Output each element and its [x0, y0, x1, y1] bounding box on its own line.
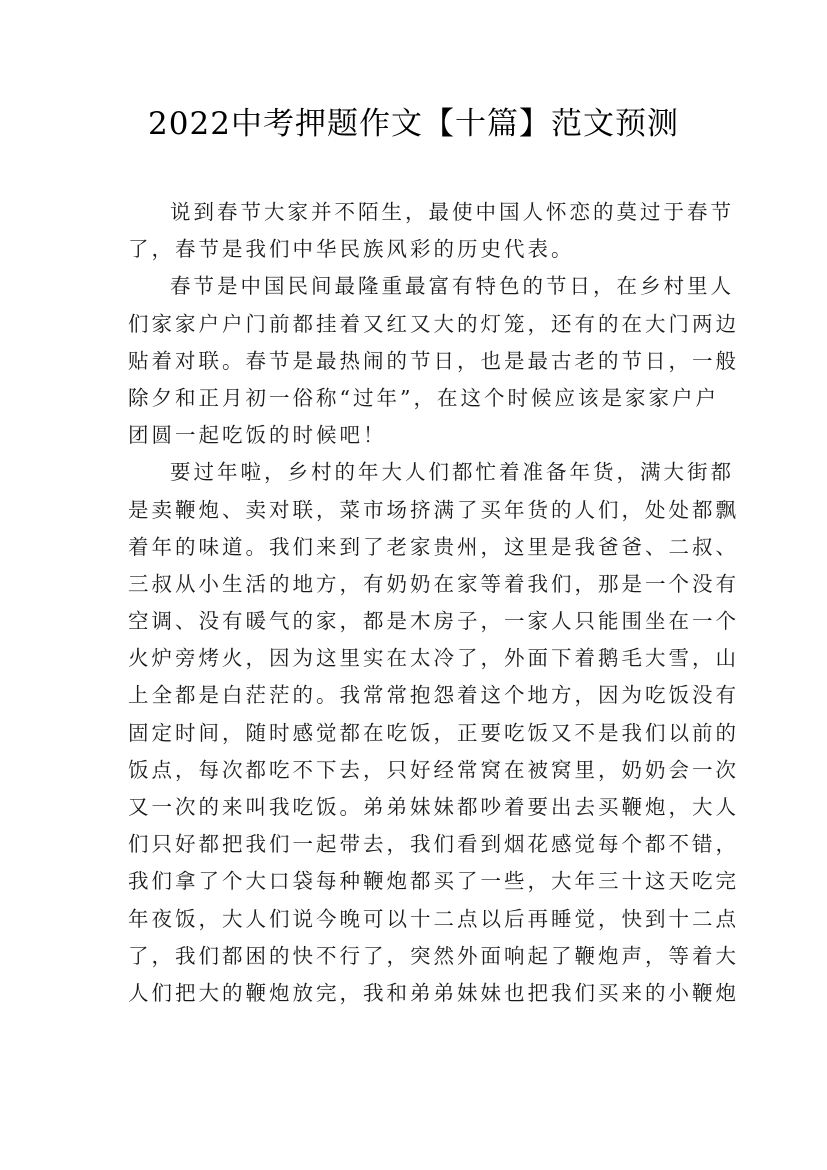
paragraph-3-line-15: 人们把大的鞭炮放完，我和弟弟妹妹也把我们买来的小鞭炮 — [128, 980, 739, 1005]
paragraph-3-line-5: 空调、没有暖气的家，都是木房子，一家人只能围坐在一个 — [128, 609, 739, 634]
paragraph-3-line-14: 了，我们都困的快不行了，突然外面响起了鞭炮声，等着大 — [128, 943, 739, 968]
paragraph-3-line-3: 着年的味道。我们来到了老家贵州，这里是我爸爸、二叔、 — [128, 534, 739, 559]
paragraph-3-line-10: 又一次的来叫我吃饭。弟弟妹妹都吵着要出去买鞭炮，大人 — [128, 795, 739, 819]
paragraph-3-line-2: 是卖鞭炮、卖对联，菜市场挤满了买年货的人们，处处都飘 — [128, 497, 739, 522]
document-body — [128, 194, 739, 1012]
paragraph-2-line-3: 贴着对联。春节是最热闹的节日，也是最古老的节日，一般 — [128, 348, 739, 373]
paragraph-2-line-5: 团圆一起吃饭的时候吧！ — [128, 423, 387, 448]
paragraph-3-line-4: 三叔从小生活的地方，有奶奶在家等着我们，那是一个没有 — [128, 571, 739, 596]
paragraph-2-line-4: 除夕和正月初一俗称“过年”，在这个时候应该是家家户户 — [128, 385, 719, 410]
paragraph-1-line-1: 说到春节大家并不陌生，最使中国人怀恋的莫过于春节 — [170, 200, 734, 224]
paragraph-3-line-12: 我们拿了个大口袋每种鞭炮都买了一些，大年三十这天吃完 — [128, 869, 739, 894]
paragraph-2-line-2: 们家家户户门前都挂着又红又大的灯笼，还有的在大门两边 — [128, 311, 739, 336]
paragraph-3-line-11: 们只好都把我们一起带去，我们看到烟花感觉每个都不错， — [128, 832, 739, 857]
paragraph-3-line-1: 要过年啦，乡村的年大人们都忙着准备年货，满大街都 — [170, 460, 734, 485]
paragraph-1-line-2: 了，春节是我们中华民族风彩的历史代表。 — [128, 237, 575, 262]
document-title: 2022中考押题作文【十篇】范文预测 — [148, 106, 679, 142]
paragraph-3-line-13: 年夜饭，大人们说今晚可以十二点以后再睡觉，快到十二点 — [128, 906, 739, 931]
paragraph-2-line-1: 春节是中国民间最隆重最富有特色的节日，在乡村里人 — [170, 274, 734, 299]
paragraph-3-line-8: 固定时间，随时感觉都在吃饭，正要吃饭又不是我们以前的 — [128, 720, 739, 745]
paragraph-3-line-6: 火炉旁烤火，因为这里实在太冷了，外面下着鹅毛大雪，山 — [128, 646, 739, 671]
paragraph-3-line-7: 上全都是白茫茫的。我常常抱怨着这个地方，因为吃饭没有 — [128, 683, 739, 708]
paragraph-3-line-9: 饭点，每次都吃不下去，只好经常窝在被窝里，奶奶会一次 — [128, 757, 739, 782]
